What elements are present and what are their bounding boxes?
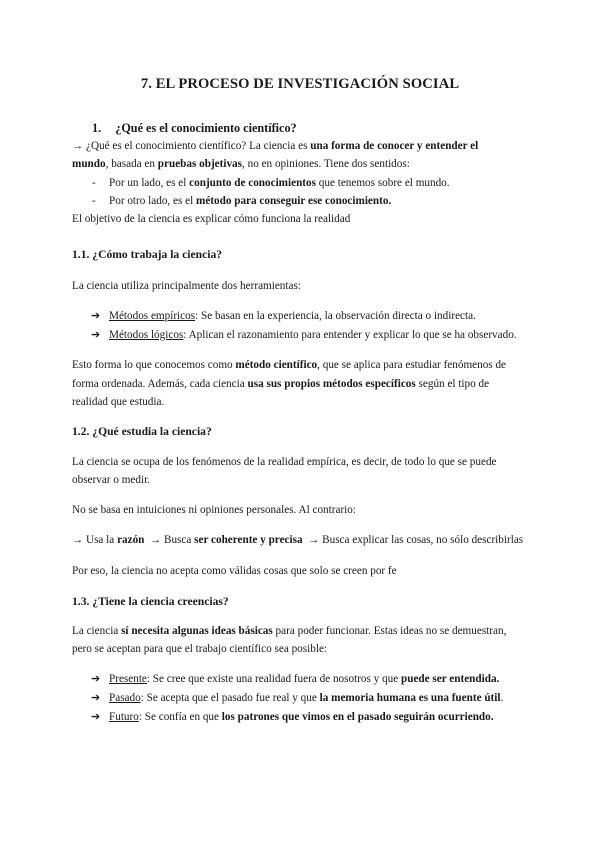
section-1-1-heading: 1.1. ¿Cómo trabaja la ciencia? [72,248,223,261]
arrow-bullet-icon: ➔ [91,329,101,341]
arrow-bullet-icon: ➔ [91,673,101,685]
dash-item-2: Por otro lado, es el método para conseguir ese conocimiento. [109,195,392,207]
section-1-1-paragraph-line-2: forma ordenada. Además, cada ciencia usa sus propios métodos específicos según el tipo de [72,378,490,390]
list-item-metodos-empiricos: Métodos empíricos: Se basan en la experiencia, la observación directa o indirecta. [109,310,476,322]
section-1-number: 1. [92,121,102,135]
list-item-pasado: Pasado: Se acepta que el pasado fue real y que la memoria humana es una fuente útil. [109,692,504,704]
arrow-bullet-icon: ➔ [91,711,101,723]
section-1-2-paragraph-2: No se basa en intuiciones ni opiniones personales. Al contrario: [72,504,356,516]
dash-icon: - [92,177,96,189]
section-1-closing: El objetivo de la ciencia es explicar cómo funciona la realidad [72,213,351,225]
section-1-1-intro: La ciencia utiliza principalmente dos herramientas: [72,280,301,292]
dash-bullet-1 [92,176,96,190]
section-1-3-heading: 1.3. ¿Tiene la ciencia creencias? [72,595,229,608]
section-1-title: ¿Qué es el conocimiento científico? [115,121,297,135]
arrow-bullet-icon: ➔ [91,692,101,704]
section-1-heading [92,121,297,135]
section-1-paragraph-line-1: → ¿Qué es el conocimiento científico? La ciencia es una forma de conocer y entender el [72,140,479,152]
section-1-1-paragraph-line-1: Esto forma lo que conocemos como método científico, que se aplica para estudiar fenómenos de [72,359,507,371]
page-title: 7. EL PROCESO DE INVESTIGACIÓN SOCIAL [140,76,460,92]
list-item-presente: Presente: Se cree que existe una realidad fuera de nosotros y que puede ser entendida. [109,673,500,685]
dash-bullet-2 [92,194,96,208]
section-1-2-paragraph-line-1: La ciencia se ocupa de los fenómenos de la realidad empírica, es decir, de todo lo que se puede [72,456,497,468]
section-1-2-paragraph-4: Por eso, la ciencia no acepta como válidas cosas que solo se creen por fe [72,565,397,577]
section-1-3-paragraph-line-1: La ciencia sí necesita algunas ideas básicas para poder funcionar. Estas ideas no se demuestran, [72,625,507,637]
section-1-2-paragraph-line-2: observar o medir. [72,474,150,486]
section-1-3-paragraph-line-2: pero se aceptan para que el trabajo científico sea posible: [72,643,328,655]
section-1-1-paragraph-line-3: realidad que estudia. [72,396,165,408]
section-1-2-arrows-line: → Usa la razón → Busca ser coherente y precisa → Busca explicar las cosas, no sólo describirlas [72,534,524,546]
dash-item-1: Por un lado, es el conjunto de conocimientos que tenemos sobre el mundo. [109,177,450,189]
list-item-futuro: Futuro: Se confía en que los patrones que vimos en el pasado seguirán ocurriendo. [109,711,494,723]
arrow-bullet-icon: ➔ [91,310,101,322]
dash-icon: - [92,195,96,207]
section-1-2-heading: 1.2. ¿Qué estudia la ciencia? [72,425,212,438]
list-item-metodos-logicos: Métodos lógicos: Aplican el razonamiento para entender y explicar lo que se ha observado. [109,329,517,341]
section-1-paragraph-line-2: mundo, basada en pruebas objetivas, no en opiniones. Tiene dos sentidos: [72,158,410,170]
